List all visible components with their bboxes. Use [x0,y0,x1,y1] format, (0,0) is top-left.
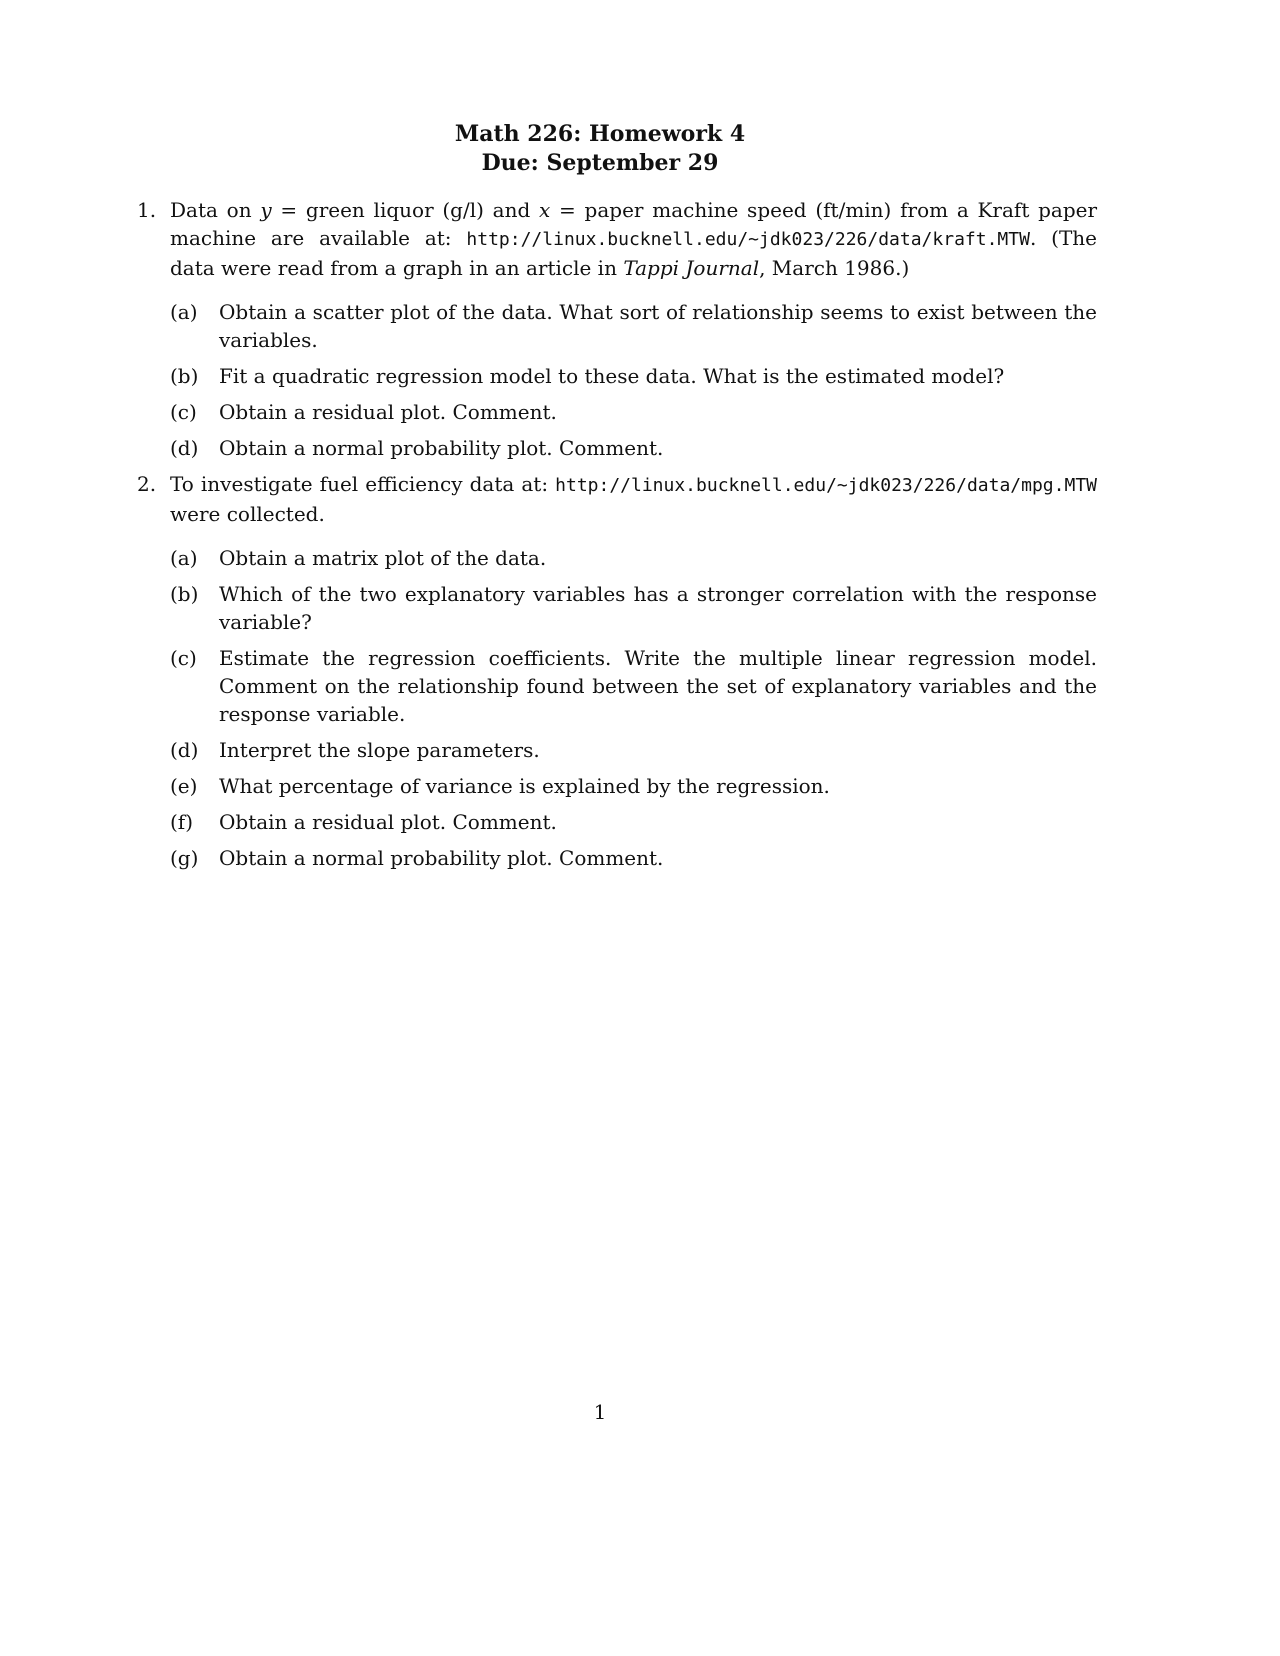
problem-2-statement [137,470,1097,528]
problem-text: To investigate fuel efficiency data at: [170,472,556,496]
part-text: Obtain a residual plot. Comment. [219,400,557,424]
part-label: (d) [170,436,199,460]
problem-2 [137,470,1097,880]
list-item [170,362,1097,390]
problem-text: were collected. [170,502,325,526]
list-item [170,808,1097,836]
part-label: (b) [170,582,199,606]
due-date: Due: September 29 [481,150,719,176]
problem-1 [137,196,1097,470]
part-label: (b) [170,364,199,388]
math-variable-y: y [260,198,272,222]
part-label: (c) [170,646,197,670]
problem-1-parts [137,298,1097,462]
page-title: Math 226: Homework 4 [454,121,746,147]
data-url: http://linux.bucknell.edu/~jdk023/226/data/mpg.MTW [555,475,1097,496]
part-label: (d) [170,738,199,762]
problem-text: . (The data were read from a graph in an article in [170,226,1098,280]
part-text: Estimate the regression coefficients. Write the multiple linear regression model. Comment on the relationship found between the set of explanatory variables and the response variable. [219,646,1097,726]
problem-text: = paper machine speed (ft/min) from a Kraft paper machine are available at: [170,198,1098,250]
problem-2-parts [137,544,1097,872]
part-label: (f) [170,810,194,834]
part-label: (e) [170,774,198,798]
problem-1-statement [137,196,1097,282]
list-item [170,580,1097,636]
journal-name: Tappi Journal [623,256,760,280]
page-number: 1 [593,1400,607,1424]
part-text: Which of the two explanatory variables has a stronger correlation with the response variable? [219,582,1097,634]
math-variable-x: x [539,198,551,222]
list-item [170,772,1097,800]
part-label: (a) [170,300,198,324]
part-text: Interpret the slope parameters. [219,738,540,762]
problem-number: 2. [137,472,157,496]
data-url: http://linux.bucknell.edu/~jdk023/226/data/kraft.MTW [466,229,1030,250]
title-block [0,120,1200,178]
list-item [170,544,1097,572]
list-item [170,844,1097,872]
part-text: Obtain a normal probability plot. Comment. [219,436,664,460]
list-item [170,736,1097,764]
problem-text: = green liquor (g/l) and [271,198,540,222]
problem-number: 1. [137,198,157,222]
part-text: Obtain a normal probability plot. Comment. [219,846,664,870]
part-text: Obtain a scatter plot of the data. What sort of relationship seems to exist between the variables. [219,300,1097,352]
list-item [170,298,1097,354]
part-text: Obtain a matrix plot of the data. [219,546,547,570]
problem-text: Data on [170,198,261,222]
list-item [170,434,1097,462]
part-label: (g) [170,846,199,870]
part-label: (a) [170,546,198,570]
part-label: (c) [170,400,197,424]
part-text: What percentage of variance is explained by the regression. [219,774,830,798]
part-text: Obtain a residual plot. Comment. [219,810,557,834]
part-text: Fit a quadratic regression model to these data. What is the estimated model? [219,364,1005,388]
list-item [170,644,1097,728]
list-item [170,398,1097,426]
problem-text: , March 1986.) [759,256,910,280]
